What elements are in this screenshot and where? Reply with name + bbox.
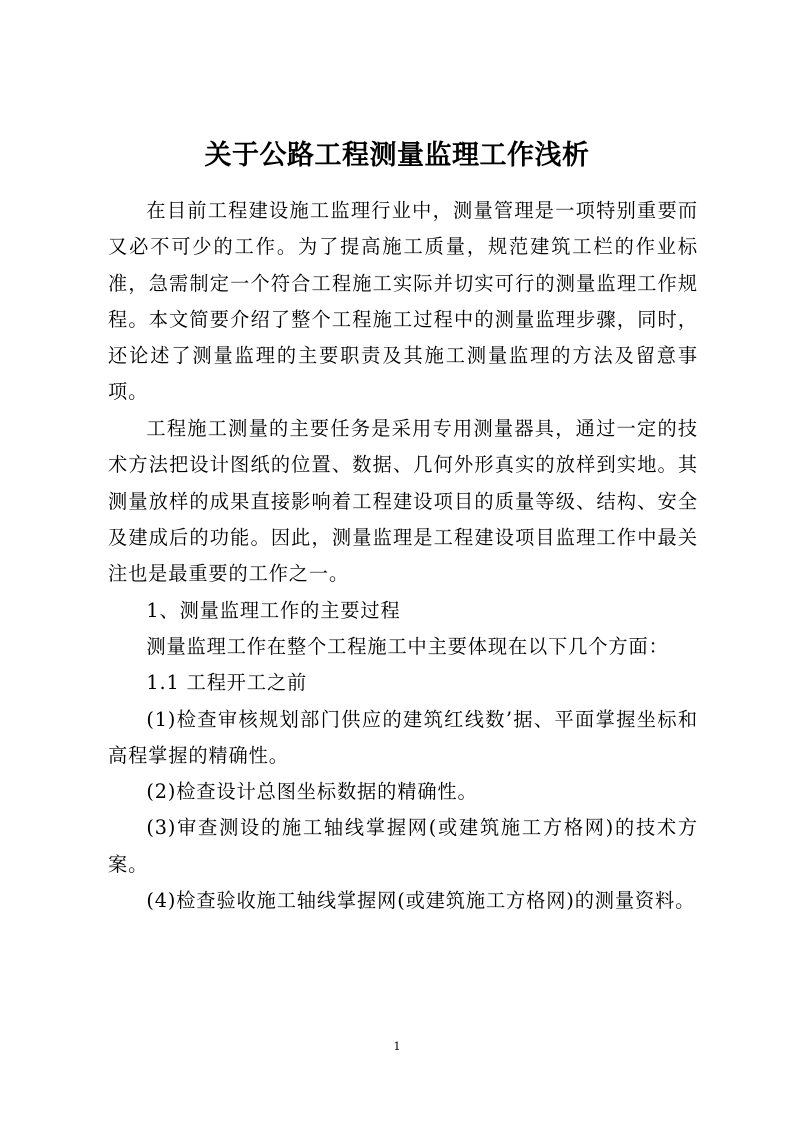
document-title: 关于公路工程测量监理工作浅析	[204, 140, 590, 171]
section-1-intro: 测量监理工作在整个工程施工中主要体现在以下几个方面：	[146, 634, 669, 658]
page-number: 1	[393, 1040, 401, 1053]
list-item-2: (2)检查设计总图坐标数据的精确性。	[146, 780, 478, 804]
section-heading-1: 1、测量监理工作的主要过程	[146, 598, 401, 622]
document-body	[108, 193, 698, 919]
list-item-1: (1)检查审核规划部门供应的建筑红线数’据、平面掌握坐标和高程掌握的精确性。	[108, 707, 698, 767]
paragraph-task-overview: 工程施工测量的主要任务是采用专用测量器具，通过一定的技术方法把设计图纸的位置、数据、几何外形真实的放样到实地。其测量放样的成果直接影响着工程建设项目的质量等级、结构、安全及建成后的功能。因此，测量监理是工程建设项目监理工作中最关注也是最重要的工作之一。	[108, 417, 698, 586]
paragraph-introduction: 在目前工程建设施工监理行业中，测量管理是一项特别重要而又必不可少的工作。为了提高施工质量，规范建筑工栏的作业标准，急需制定一个符合工程施工实际并切实可行的测量监理工作规程。本文简要介绍了整个工程施工过程中的测量监理步骤，同时，还论述了测量监理的主要职责及其施工测量监理的方法及留意事项。	[108, 199, 698, 404]
list-item-4: (4)检查验收施工轴线掌握网(或建筑施工方格网)的测量资料。	[146, 889, 696, 913]
list-item-3: (3)审查测设的施工轴线掌握网(或建筑施工方格网)的技术方案。	[108, 816, 698, 876]
section-heading-1-1: 1.1 工程开工之前	[146, 671, 308, 695]
